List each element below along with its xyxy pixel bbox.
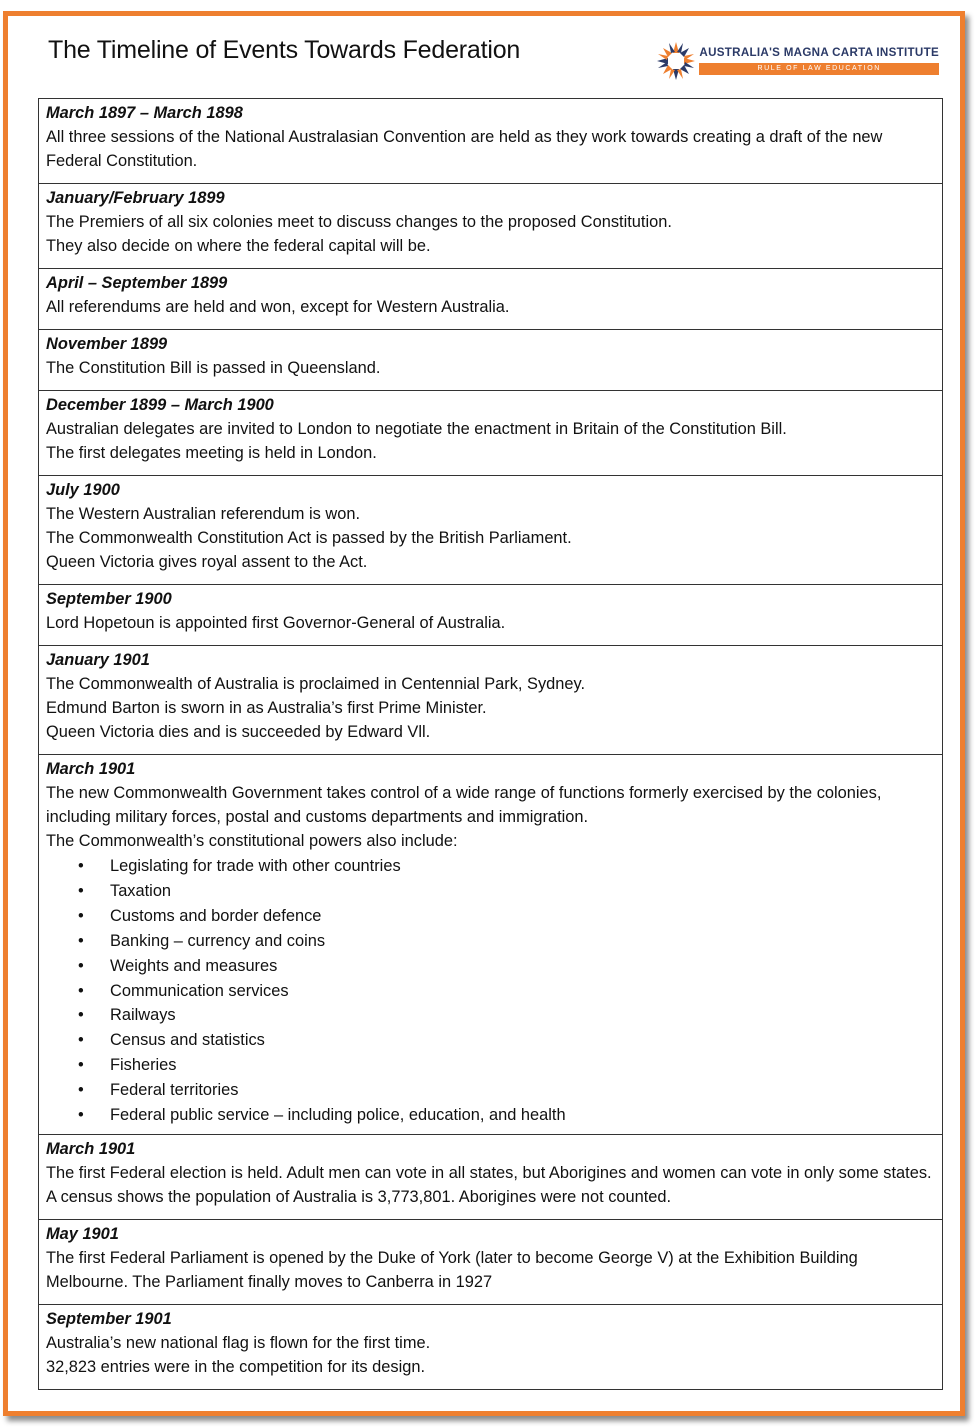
bullet-icon: • [78, 906, 84, 925]
list-item [46, 954, 934, 979]
entry-date: May 1901 [46, 1224, 119, 1243]
timeline-entry [39, 1134, 942, 1219]
entry-date: November 1899 [46, 335, 168, 353]
list-item [46, 1103, 934, 1128]
entry-text: The Western Australian referendum is won. [46, 505, 360, 523]
list-item [46, 904, 934, 929]
timeline-entry [39, 754, 942, 1134]
entry-date: July 1900 [46, 481, 120, 499]
timeline-entry [39, 1304, 942, 1389]
entry-text: Lord Hopetoun is appointed first Governor-General of Australia. [46, 614, 506, 632]
bullet-icon: • [78, 1081, 84, 1100]
entry-text: Queen Victoria dies and is succeeded by Edward Vll. [46, 723, 431, 741]
entry-text: The Constitution Bill is passed in Queensland. [46, 359, 381, 377]
bullet-icon: • [78, 931, 84, 950]
list-item-text: Legislating for trade with other countries [110, 857, 401, 875]
list-item [46, 1003, 934, 1028]
timeline-entry [39, 329, 942, 390]
institute-logo [655, 34, 939, 86]
entry-text: The first Federal Parliament is opened by the Duke of York (later to become George V) at the Exhibition Building Melbourne. The Parliament finally moves to Canberra in 1927 [46, 1248, 858, 1291]
list-item-text: Census and statistics [110, 1031, 265, 1050]
list-item [46, 979, 934, 1004]
entry-date: April – September 1899 [46, 274, 228, 292]
list-item-text: Communication services [110, 981, 289, 1000]
bullet-icon: • [78, 1006, 84, 1025]
entry-text: The Commonwealth of Australia is proclaimed in Centennial Park, Sydney. [46, 675, 586, 693]
list-item [46, 1053, 934, 1078]
list-item-text: Taxation [110, 881, 172, 900]
entry-date: March 1901 [46, 760, 136, 778]
entry-date: September 1901 [46, 1309, 172, 1328]
institute-tagline: RULE OF LAW EDUCATION [699, 63, 939, 75]
bullet-icon: • [78, 981, 84, 1000]
list-item [46, 1078, 934, 1103]
entry-text: The first Federal election is held. Adult men can vote in all states, but Aborigines and women can vote in only some states. A census shows the population of Australia is 3,773,801. Aborigines were not counted. [46, 1163, 932, 1206]
entry-text: The new Commonwealth Government takes control of a wide range of functions formerly exercised by the colonies, including military forces, postal and customs departments and immigration. [46, 784, 882, 826]
list-item-text: Federal territories [110, 1081, 239, 1100]
bullet-icon: • [78, 956, 84, 975]
entry-text: The Commonwealth’s constitutional powers also include: [46, 832, 458, 850]
starburst-logo-icon [655, 36, 697, 84]
list-item-text: Railways [110, 1006, 176, 1025]
entry-text: The Commonwealth Constitution Act is passed by the British Parliament. [46, 529, 572, 547]
timeline-entry [39, 584, 942, 645]
timeline-entry [39, 390, 942, 475]
entry-date: March 1897 – March 1898 [46, 104, 243, 122]
bullet-icon: • [78, 857, 84, 875]
entry-text: The Premiers of all six colonies meet to discuss changes to the proposed Constitution. [46, 213, 672, 231]
powers-list [46, 854, 934, 1128]
page-header [8, 16, 960, 98]
list-item-text: Fisheries [110, 1056, 177, 1075]
timeline-entry [39, 99, 942, 183]
entry-date: March 1901 [46, 1139, 136, 1158]
entry-date: January/February 1899 [46, 189, 225, 207]
entry-text: The first delegates meeting is held in London. [46, 444, 377, 462]
entry-text: They also decide on where the federal capital will be. [46, 237, 431, 255]
list-item [46, 879, 934, 904]
timeline-entry [39, 183, 942, 268]
bullet-icon: • [78, 1031, 84, 1050]
bullet-icon: • [78, 1106, 84, 1125]
list-item [46, 854, 934, 879]
timeline-entry [39, 645, 942, 754]
list-item [46, 1028, 934, 1053]
page-title: The Timeline of Events Towards Federation [48, 36, 521, 64]
timeline-table [38, 98, 943, 1390]
list-item-text: Banking – currency and coins [110, 931, 326, 950]
entry-date: September 1900 [46, 590, 172, 608]
entry-date: January 1901 [46, 651, 150, 669]
institute-name: AUSTRALIA'S MAGNA CARTA INSTITUTE [699, 45, 939, 59]
entry-text: Queen Victoria gives royal assent to the Act. [46, 553, 368, 571]
list-item [46, 929, 934, 954]
list-item-text: Weights and measures [110, 956, 278, 975]
bullet-icon: • [78, 1056, 84, 1075]
entry-text: 32,823 entries were in the competition for its design. [46, 1357, 426, 1376]
entry-text: Edmund Barton is sworn in as Australia’s first Prime Minister. [46, 699, 487, 717]
entry-text: All referendums are held and won, except for Western Australia. [46, 298, 510, 316]
bullet-icon: • [78, 881, 84, 900]
entry-text: All three sessions of the National Australasian Convention are held as they work towards creating a draft of the new Federal Constitution. [46, 128, 883, 170]
timeline-entry [39, 268, 942, 329]
timeline-entry [39, 475, 942, 584]
list-item-text: Federal public service – including police, education, and health [110, 1106, 566, 1125]
list-item-text: Customs and border defence [110, 906, 322, 925]
entry-date: December 1899 – March 1900 [46, 396, 274, 414]
entry-text: Australian delegates are invited to London to negotiate the enactment in Britain of the Constitution Bill. [46, 420, 787, 438]
timeline-entry [39, 1219, 942, 1304]
entry-text: Australia’s new national flag is flown for the first time. [46, 1333, 431, 1352]
document-page [3, 11, 965, 1416]
